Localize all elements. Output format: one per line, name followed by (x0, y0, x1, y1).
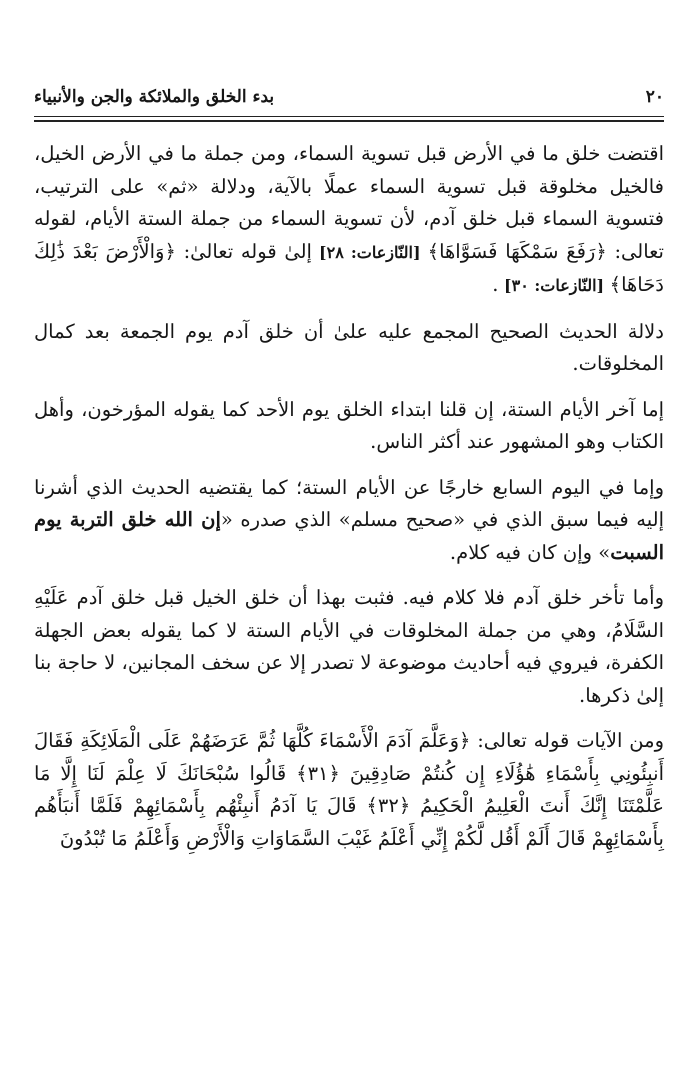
paragraph-6 (34, 725, 664, 855)
quran-verse: ﴿وَالْأَرْضَ بَعْدَ ذَٰلِكَ دَحَاهَا﴾ (34, 239, 664, 296)
paragraph-3: إما آخر الأيام الستة، إن قلنا ابتداء الخلق يوم الأحد كما يقوله المؤرخون، وأهل الكتاب وهو المشهور عند أكثر الناس. (34, 397, 664, 453)
paragraph-text: ومن الآيات قوله تعالى: (470, 729, 664, 752)
paragraph-1 (34, 138, 664, 303)
paragraph-text: وإما في اليوم السابع خارجًا عن الأيام الستة؛ كما يقتضيه الحديث الذي أشرنا إليه فيما سبق الذي في «صحيح مسلم» الذي صدره « (34, 475, 664, 531)
paragraph-text: . (492, 273, 499, 296)
paragraph-text: إلىٰ قوله تعالىٰ: (175, 239, 312, 263)
verse-citation: [النّازعات: ٣٠] (498, 276, 610, 295)
quran-verse: ﴿وَعَلَّمَ آدَمَ الْأَسْمَاءَ كُلَّهَا ثُمَّ عَرَضَهُمْ عَلَى الْمَلَائِكَةِ فَقَالَ أَنبِئُونِي بِأَسْمَاءِ هَٰؤُلَاءِ إِن كُنتُمْ صَادِقِينَ ﴿٣١﴾ قَالُوا سُبْحَانَكَ لَا عِلْمَ لَنَا إِلَّا مَا عَلَّمْتَنَا إِنَّكَ أَنتَ الْعَلِيمُ الْحَكِيمُ ﴿٣٢﴾ قَالَ يَا آدَمُ أَنبِئْهُم بِأَسْمَائِهِمْ فَلَمَّا أَنبَأَهُم بِأَسْمَائِهِمْ قَالَ أَلَمْ أَقُل لَّكُمْ إِنِّي أَعْلَمُ غَيْبَ السَّمَاوَاتِ وَالْأَرْضِ وَأَعْلَمُ مَا تُبْدُونَ (34, 729, 664, 850)
paragraph-text: » وإن كان فيه كلام. (449, 540, 611, 564)
page-number: ٢٠ (645, 87, 664, 107)
paragraph-4 (34, 472, 664, 570)
header-rule-thin (34, 116, 664, 117)
paragraph-2: دلالة الحديث الصحيح المجمع عليه علىٰ أن خلق آدم يوم الجمعة بعد كمال المخلوقات. (34, 319, 664, 375)
quran-verse: ﴿رَفَعَ سَمْكَهَا فَسَوَّاهَا﴾ (427, 239, 607, 263)
header-rule-thick (34, 120, 664, 122)
verse-citation: [النّازعات: ٢٨] (311, 242, 428, 262)
paragraph-5: وأما تأخر خلق آدم فلا كلام فيه. فثبت بهذا أن خلق الخيل قبل خلق آدم عَلَيْهِ السَّلَامُ، وهي من جملة المخلوقات في الأيام الستة لا كما يقوله بعض الجهلة الكفرة، فيروي فيه أحاديث موضوعة لا تصدر إلا عن سخف المجانين، لا حاجة بنا إلىٰ ذكرها. (34, 586, 664, 707)
body-text (34, 138, 664, 868)
hadith-quote: إن الله خلق التربة يوم السبت (34, 508, 664, 564)
running-title: بدء الخلق والملائكة والجن والأنبياء (34, 87, 275, 107)
paragraph-text: اقتضت خلق ما في الأرض قبل تسوية السماء، ومن جملة ما في الأرض الخيل، فالخيل مخلوقة قبل تسوية السماء عملًا بالآية، ودلالة «ثم» على الترتيب، فتسوية السماء قبل خلق آدم، لأن تسوية السماء من جملة الستة الأيام، لقوله تعالى: (34, 142, 664, 263)
running-head (34, 84, 664, 110)
